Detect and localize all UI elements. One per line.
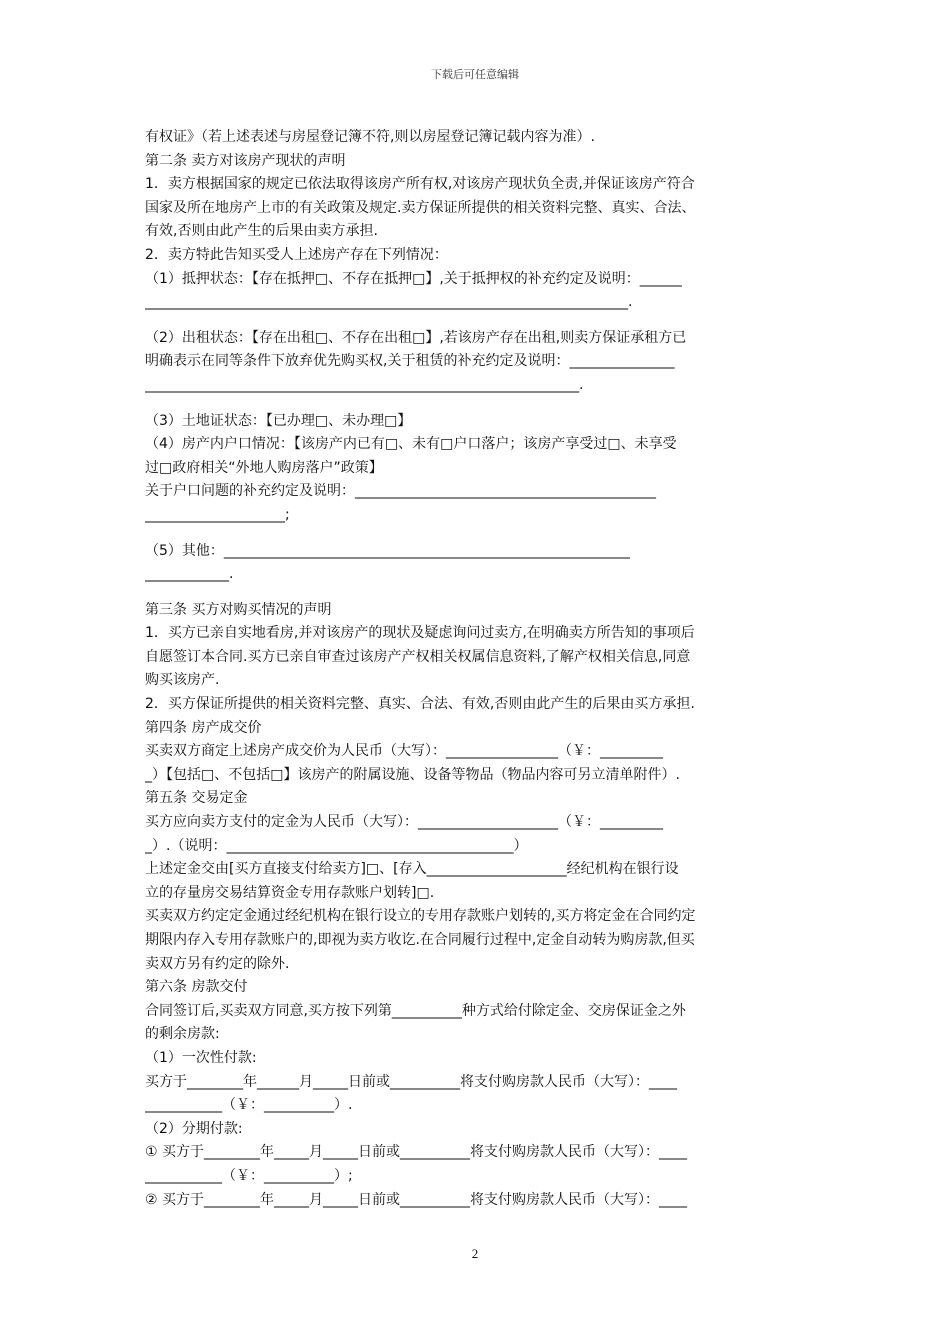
text-line: 1．买方已亲自实地看房,并对该房产的现状及疑虑询问过卖方,在明确卖方所告知的事项后 — [145, 625, 695, 642]
contract-body — [145, 126, 810, 1212]
text-line: 买卖双方商定上述房产成交价为人民币（大写）：________________（￥：_________ — [145, 743, 663, 760]
text-line: 过□政府相关“外地人购房落户”政策】 — [145, 459, 383, 476]
text-line: 第六条 房款交付 — [145, 979, 248, 996]
text-line: 第五条 交易定金 — [145, 790, 248, 807]
text-line: 上述定金交由[买方直接支付给卖方]□、[存入____________________经纪机构在银行设 — [145, 861, 679, 878]
text-line: 2．卖方特此告知买受人上述房产存在下列情况： — [145, 246, 448, 263]
paragraph-gap — [145, 398, 810, 410]
text-line: 的剩余房款: — [145, 1026, 220, 1043]
text-line: 卖双方另有约定的除外. — [145, 955, 290, 972]
page-number: 2 — [471, 1246, 479, 1261]
page-header-note: 下载后可任意编辑 — [431, 68, 519, 81]
text-line: ___________（￥：__________）. — [145, 1097, 353, 1114]
text-line: ____________________; — [145, 506, 290, 523]
text-line: 期限内存入专用存款账户的,即视为卖方收讫.在合同履行过程中,定金自动转为购房款,但买 — [145, 932, 695, 948]
text-line: _）【包括□、不包括□】该房产的附属设施、设备等物品（物品内容可另立清单附件）. — [145, 766, 680, 783]
text-line: ____________. — [145, 566, 234, 583]
text-line: 第二条 卖方对该房产现状的声明 — [145, 152, 346, 169]
text-line: ② 买方于________年_____月_____日前或__________将支付购房款人民币（大写）：____ — [145, 1191, 687, 1208]
text-line: 明确表示在同等条件下放弃优先购买权,关于租赁的补充约定及说明：_______________ — [145, 353, 675, 370]
text-line: 买卖双方约定定金通过经纪机构在银行设立的专用存款账户划转的,买方将定金在合同约定 — [145, 908, 696, 925]
text-line: 买方于________年______月_____日前或__________将支付购房款人民币（大写）：____ — [145, 1073, 677, 1090]
paragraph-gap — [145, 528, 810, 540]
text-line: 立的存量房交易结算资金专用存款账户划转]□. — [145, 884, 435, 901]
text-line: （3）土地证状态：【已办理□、未办理□】 — [145, 412, 412, 429]
text-line: _____________________________________________________________________. — [145, 294, 633, 311]
text-line: 买方应向卖方支付的定金为人民币（大写）：____________________（￥：_________ — [145, 814, 663, 831]
text-line: 合同签订后,买卖双方同意,买方按下列第__________种方式给付除定金、交房保证金之外 — [145, 1002, 686, 1019]
paragraph-gap — [145, 587, 810, 599]
text-line: 购买该房产. — [145, 672, 220, 689]
text-line: 有效,否则由此产生的后果由卖方承担. — [145, 223, 378, 240]
text-line: ① 买方于________年_____月_____日前或__________将支付购房款人民币（大写）：____ — [145, 1144, 687, 1161]
text-line: ___________（￥：__________）; — [145, 1167, 353, 1184]
text-line: 关于户口问题的补充约定及说明：___________________________________________ — [145, 483, 656, 500]
text-line: （5）其他：__________________________________________________________ — [145, 542, 630, 559]
text-line: 1．卖方根据国家的规定已依法取得该房产所有权,对该房产现状负全责,并保证该房产符合 — [145, 176, 695, 193]
text-line: 第三条 买方对购买情况的声明 — [145, 601, 332, 618]
text-line: 自愿签订本合同.买方已亲自审查过该房产产权相关权属信息资料,了解产权相关信息,同意 — [145, 648, 691, 665]
text-line: 2．买方保证所提供的相关资料完整、真实、合法、有效,否则由此产生的后果由买方承担. — [145, 696, 695, 713]
text-line: （2）分期付款: — [145, 1120, 243, 1137]
text-line: （1）一次性付款: — [145, 1049, 257, 1066]
text-line: （4）房产内户口情况：【该房产内已有□、未有□户口落户；该房产享受过□、未享受 — [145, 436, 677, 453]
text-line: （1）抵押状态：【存在抵押□、不存在抵押□】,关于抵押权的补充约定及说明：______ — [145, 270, 682, 287]
text-line: ______________________________________________________________. — [145, 376, 584, 393]
text-line: （2）出租状态：【存在出租□、不存在出租□】,若该房产存在出租,则卖方保证承租方已 — [145, 329, 687, 346]
text-line: 第四条 房产成交价 — [145, 719, 262, 736]
text-line: _）.（说明：_________________________________________） — [145, 837, 528, 854]
text-line: 国家及所在地房产上市的有关政策及规定.卖方保证所提供的相关资料完整、真实、合法、 — [145, 199, 696, 216]
paragraph-gap — [145, 315, 810, 327]
text-line: 有权证》（若上述表述与房屋登记簿不符,则以房屋登记簿记载内容为准）. — [145, 129, 595, 145]
